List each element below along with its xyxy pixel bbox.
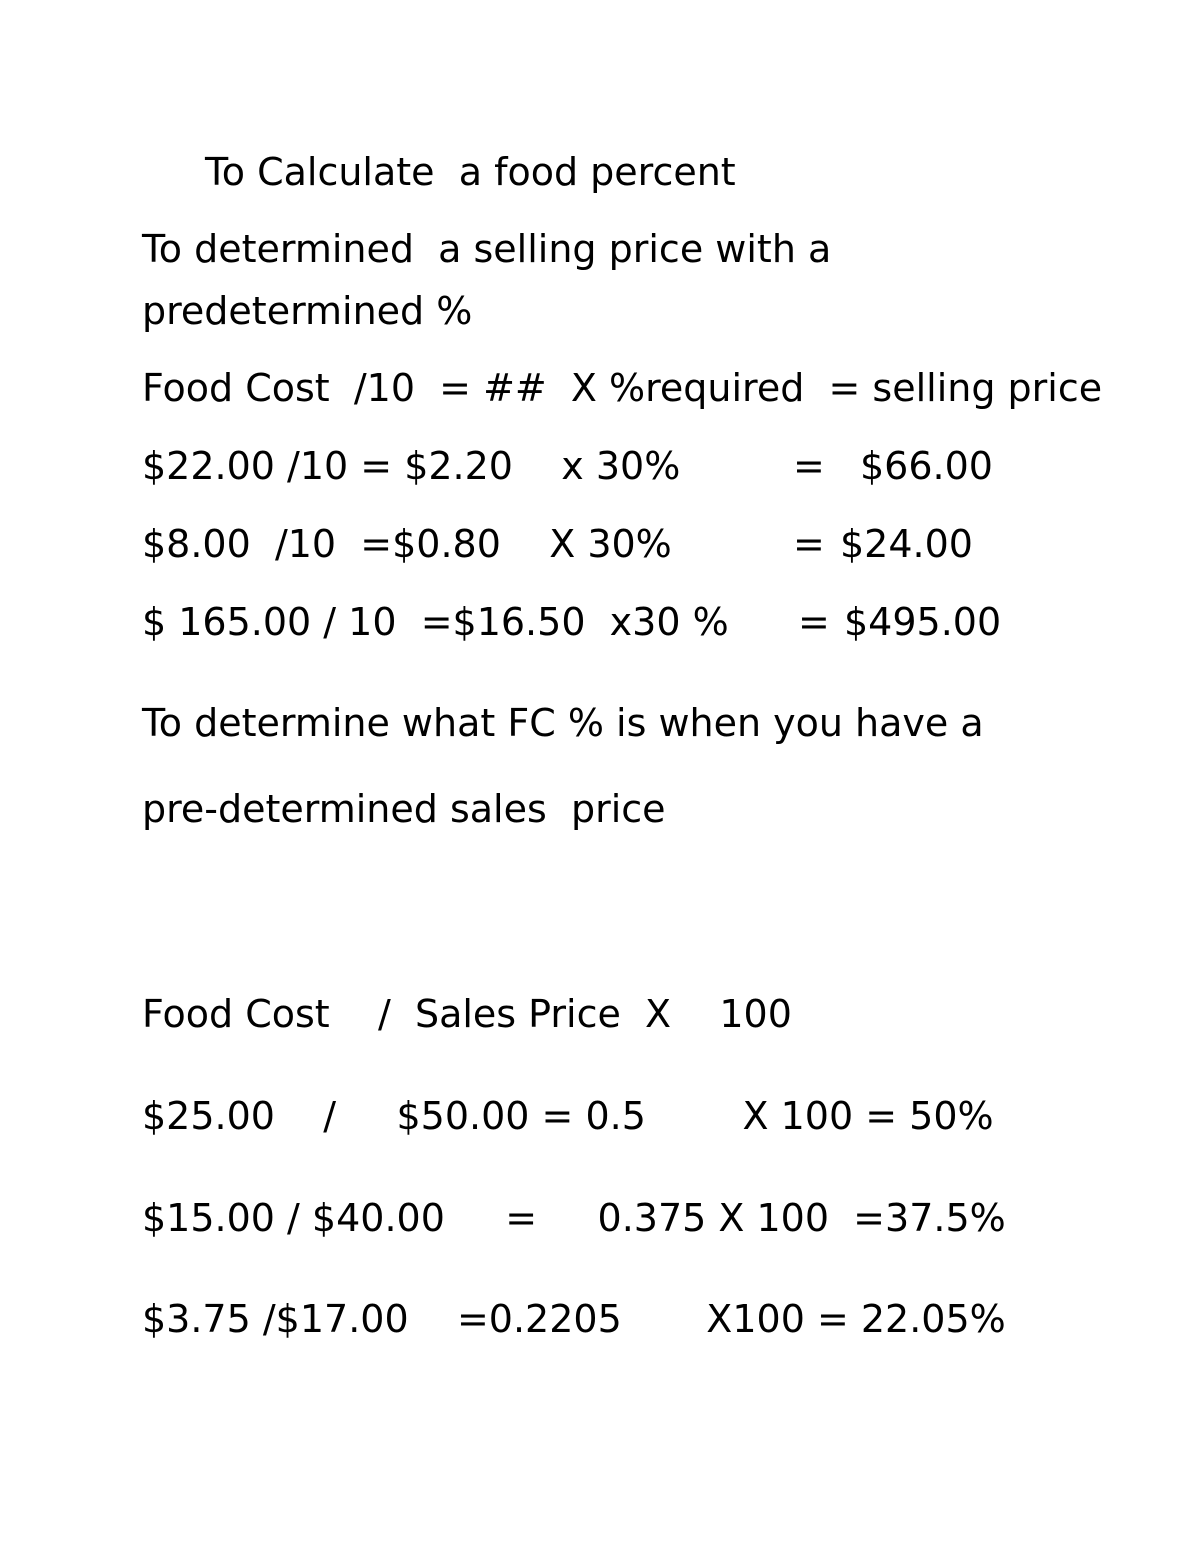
section1-example-equals: =: [798, 600, 830, 644]
section1-example-result: $24.00: [840, 522, 973, 566]
section1-heading-line2: predetermined %: [142, 289, 473, 333]
section1-example-calc: $8.00 /10 =$0.80 X 30%: [142, 522, 672, 566]
section2-formula: Food Cost / Sales Price X 100: [142, 992, 792, 1036]
section2-example: $15.00 / $40.00 = 0.375 X 100 =37.5%: [142, 1196, 1006, 1240]
section2-example: $3.75 /$17.00 =0.2205 X100 = 22.05%: [142, 1297, 1006, 1341]
section1-example-calc: $ 165.00 / 10 =$16.50 x30 %: [142, 600, 729, 644]
section2-heading-line2: pre-determined sales price: [142, 787, 666, 831]
section1-example-calc: $22.00 /10 = $2.20 x 30%: [142, 444, 681, 488]
section1-example-result: $495.00: [844, 600, 1002, 644]
section1-example-result: $66.00: [860, 444, 993, 488]
section2-example: $25.00 / $50.00 = 0.5 X 100 = 50%: [142, 1094, 994, 1138]
section1-heading-line1: To determined a selling price with a: [142, 227, 832, 271]
section2-heading-line1: To determine what FC % is when you have a: [142, 701, 984, 745]
section1-example-equals: =: [793, 444, 825, 488]
page-title: To Calculate a food percent: [205, 150, 736, 194]
section1-formula: Food Cost /10 = ## X %required = selling price: [142, 366, 1103, 410]
section1-example-equals: =: [793, 522, 825, 566]
